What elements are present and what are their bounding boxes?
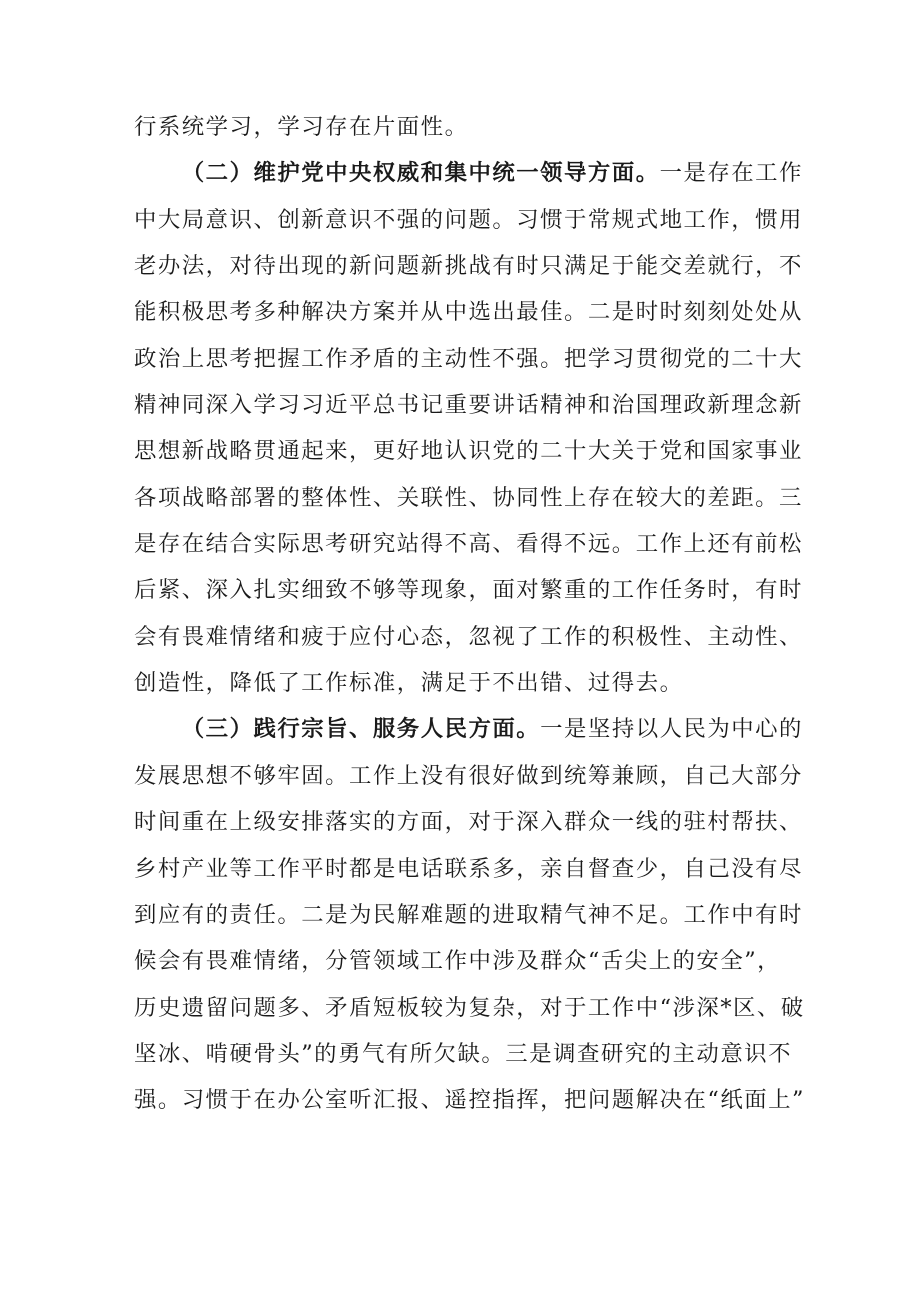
section-heading: （二）维护党中央权威和集中统一领导方面。 (181, 160, 660, 187)
text-fragment: 一是坚持以人民为中心的 (540, 716, 803, 743)
text-line: 老办法，对待出现的新问题新挑战有时只满足于能交差就行，不 (134, 253, 803, 280)
text-line: 坚冰、啃硬骨头”的勇气有所欠缺。三是调查研究的主动意识不 (134, 1040, 792, 1067)
text-line: 会有畏难情绪和疲于应付心态，忽视了工作的积极性、主动性、 (134, 623, 803, 650)
document-body (134, 104, 805, 1124)
text-line: 创造性，降低了工作标准，满足于不出错、过得去。 (134, 670, 684, 697)
paragraph-continuation (134, 104, 786, 150)
text-line: 行系统学习，学习存在片面性。 (134, 114, 469, 140)
section-heading: （三）践行宗旨、服务人民方面。 (181, 716, 541, 743)
text-line: 各项战略部署的整体性、关联性、协同性上存在较大的差距。三 (134, 484, 803, 511)
text-line: 能积极思考多种解决方案并从中选出最佳。二是时时刻刻处处从 (134, 299, 803, 326)
text-line: 乡村产业等工作平时都是电话联系多，亲自督查少，自己没有尽 (134, 855, 803, 882)
text-line: 发展思想不够牢固。工作上没有很好做到统筹兼顾，自己大部分 (134, 762, 803, 789)
text-line (134, 150, 803, 196)
text-line: 后紧、深入扎实细致不够等现象，面对繁重的工作任务时，有时 (134, 577, 803, 604)
text-line: 是存在结合实际思考研究站得不高、看得不远。工作上还有前松 (134, 531, 803, 558)
text-line: 精神同深入学习习近平总书记重要讲话精神和治国理政新理念新 (134, 392, 803, 419)
text-line: 强。习惯于在办公室听汇报、遥控指挥，把问题解决在“纸面上” (134, 1087, 805, 1114)
text-line: 中大局意识、创新意识不强的问题。习惯于常规式地工作，惯用 (134, 206, 803, 233)
text-line: 历史遗留问题多、矛盾短板较为复杂，对于工作中“涉深*区、破 (134, 994, 805, 1021)
text-line (134, 706, 803, 752)
text-line: 时间重在上级安排落实的方面，对于深入群众一线的驻村帮扶、 (134, 809, 803, 836)
text-line: 思想新战略贯通起来，更好地认识党的二十大关于党和国家事业 (134, 438, 803, 465)
paragraph-section-two (134, 150, 803, 706)
text-line: 政治上思考把握工作矛盾的主动性不强。把学习贯彻党的二十大 (134, 345, 803, 372)
text-fragment: 一是存在工作 (659, 160, 803, 187)
text-line: 候会有畏难情绪，分管领域工作中涉及群众“舌尖上的安全”， (134, 948, 782, 975)
text-line: 到应有的责任。二是为民解难题的进取精气神不足。工作中有时 (134, 901, 803, 928)
paragraph-section-three (134, 706, 805, 1123)
